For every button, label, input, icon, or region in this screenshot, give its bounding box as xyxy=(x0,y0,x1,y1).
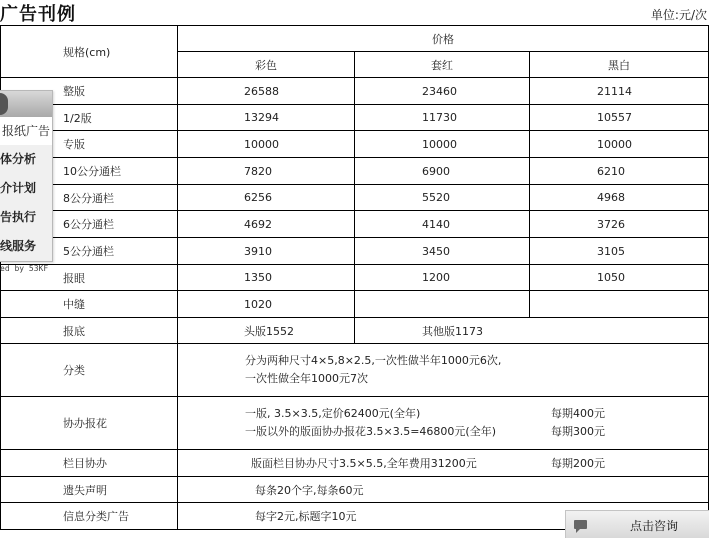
table-row xyxy=(1,344,709,397)
unit-note: 单位:元/次 xyxy=(650,8,707,22)
rate-table xyxy=(0,25,709,530)
row-name: 中缝 xyxy=(1,291,178,318)
cell-bw: 3105 xyxy=(530,238,709,265)
header-spec: 规格(cm) xyxy=(1,26,178,78)
row-name: 10公分通栏 xyxy=(1,158,178,185)
classified-desc xyxy=(178,344,709,397)
classified-line: 分为两种尺寸4×5,8×2.5,一次性做半年1000元6次, xyxy=(245,354,502,367)
table-row xyxy=(1,450,709,477)
table-row xyxy=(1,78,709,105)
cell-bw: 3726 xyxy=(530,211,709,238)
table-row xyxy=(1,105,709,131)
side-banner xyxy=(0,91,52,117)
sponsor-line: 一版以外的版面协办报花3.5×3.5=46800元(全年) xyxy=(245,425,496,438)
column-sponsor-text: 版面栏目协办尺寸3.5×5.5,全年费用31200元 xyxy=(251,457,477,470)
column-sponsor-desc xyxy=(178,450,709,477)
header-price: 价格 xyxy=(178,26,709,52)
cell-color: 4692 xyxy=(178,211,355,238)
sponsor-desc xyxy=(178,397,709,450)
other-page-text: 其他版1173 xyxy=(422,324,483,338)
cell-bw: 6210 xyxy=(530,158,709,185)
side-credit: ed by 53KF xyxy=(0,264,49,273)
sponsor-per-issue: 每期300元 xyxy=(551,425,605,438)
cell-empty xyxy=(530,291,709,318)
cell-bw: 1050 xyxy=(530,265,709,291)
cell-color: 7820 xyxy=(178,158,355,185)
row-name: 8公分通栏 xyxy=(1,185,178,211)
cell-color: 13294 xyxy=(178,105,355,131)
table-row xyxy=(1,477,709,503)
cell-color: 26588 xyxy=(178,78,355,105)
column-sponsor-per-issue: 每期200元 xyxy=(551,457,605,470)
table-row xyxy=(1,131,709,158)
table-row xyxy=(1,211,709,238)
row-name: 协办报花 xyxy=(1,397,178,450)
cell-bw: 10000 xyxy=(530,131,709,158)
sponsor-line: 一版, 3.5×3.5,定价62400元(全年) xyxy=(245,407,421,420)
cell-color: 10000 xyxy=(178,131,355,158)
side-item-newspaper-ad[interactable]: 报纸广告 xyxy=(0,117,52,145)
cell-red: 6900 xyxy=(355,158,530,185)
page-title: 广告刊例 xyxy=(0,4,76,25)
table-row xyxy=(1,238,709,265)
chat-icon xyxy=(574,520,587,529)
header-col-color: 彩色 xyxy=(178,52,355,78)
row-name: 栏目协办 xyxy=(1,450,178,477)
info-ad-text: 每字2元,标题字10元 xyxy=(255,510,357,523)
cell-other-page xyxy=(355,318,709,344)
cell-bw: 10557 xyxy=(530,105,709,131)
cell-color: 1350 xyxy=(178,265,355,291)
table-row xyxy=(1,185,709,211)
cell-bw: 4968 xyxy=(530,185,709,211)
cell-red: 23460 xyxy=(355,78,530,105)
row-name: 信息分类广告 xyxy=(1,503,178,530)
row-name: 报眼 xyxy=(1,265,178,291)
header-col-bw: 黑白 xyxy=(530,52,709,78)
table-row xyxy=(1,318,709,344)
cell-empty xyxy=(355,291,530,318)
lost-notice-desc xyxy=(178,477,709,503)
cell-red: 4140 xyxy=(355,211,530,238)
classified-line: 一次性做全年1000元7次 xyxy=(245,372,368,385)
row-name: 1/2版 xyxy=(1,105,178,131)
row-name: 专版 xyxy=(1,131,178,158)
side-item-media-plan[interactable]: 介计划 xyxy=(0,181,37,195)
cell-color: 1020 xyxy=(178,291,355,318)
row-name: 报底 xyxy=(1,318,178,344)
table-row xyxy=(1,158,709,185)
cell-bw: 21114 xyxy=(530,78,709,105)
cell-red: 10000 xyxy=(355,131,530,158)
side-item-online-service[interactable]: 线服务 xyxy=(0,239,37,253)
cell-red: 3450 xyxy=(355,238,530,265)
row-name: 分类 xyxy=(1,344,178,397)
row-name: 5公分通栏 xyxy=(1,238,178,265)
table-row xyxy=(1,397,709,450)
header-col-red: 套红 xyxy=(355,52,530,78)
row-name: 遗失声明 xyxy=(1,477,178,503)
cell-color: 3910 xyxy=(178,238,355,265)
consult-button[interactable] xyxy=(565,510,709,538)
table-row xyxy=(1,265,709,291)
cell-red: 11730 xyxy=(355,105,530,131)
side-item-ad-execution[interactable]: 告执行 xyxy=(0,210,37,224)
cell-red: 1200 xyxy=(355,265,530,291)
avatar-icon xyxy=(0,93,8,115)
consult-label: 点击咨询 xyxy=(630,519,679,533)
lost-notice-text: 每条20个字,每条60元 xyxy=(255,483,364,497)
side-item-media-analysis[interactable]: 体分析 xyxy=(0,152,37,166)
row-name: 整版 xyxy=(1,78,178,105)
side-service-panel xyxy=(0,90,53,262)
sponsor-per-issue: 每期400元 xyxy=(551,407,605,420)
cell-color: 6256 xyxy=(178,185,355,211)
cell-red: 5520 xyxy=(355,185,530,211)
row-name: 6公分通栏 xyxy=(1,211,178,238)
table-row xyxy=(1,291,709,318)
cell-front-page: 头版1552 xyxy=(178,318,355,344)
